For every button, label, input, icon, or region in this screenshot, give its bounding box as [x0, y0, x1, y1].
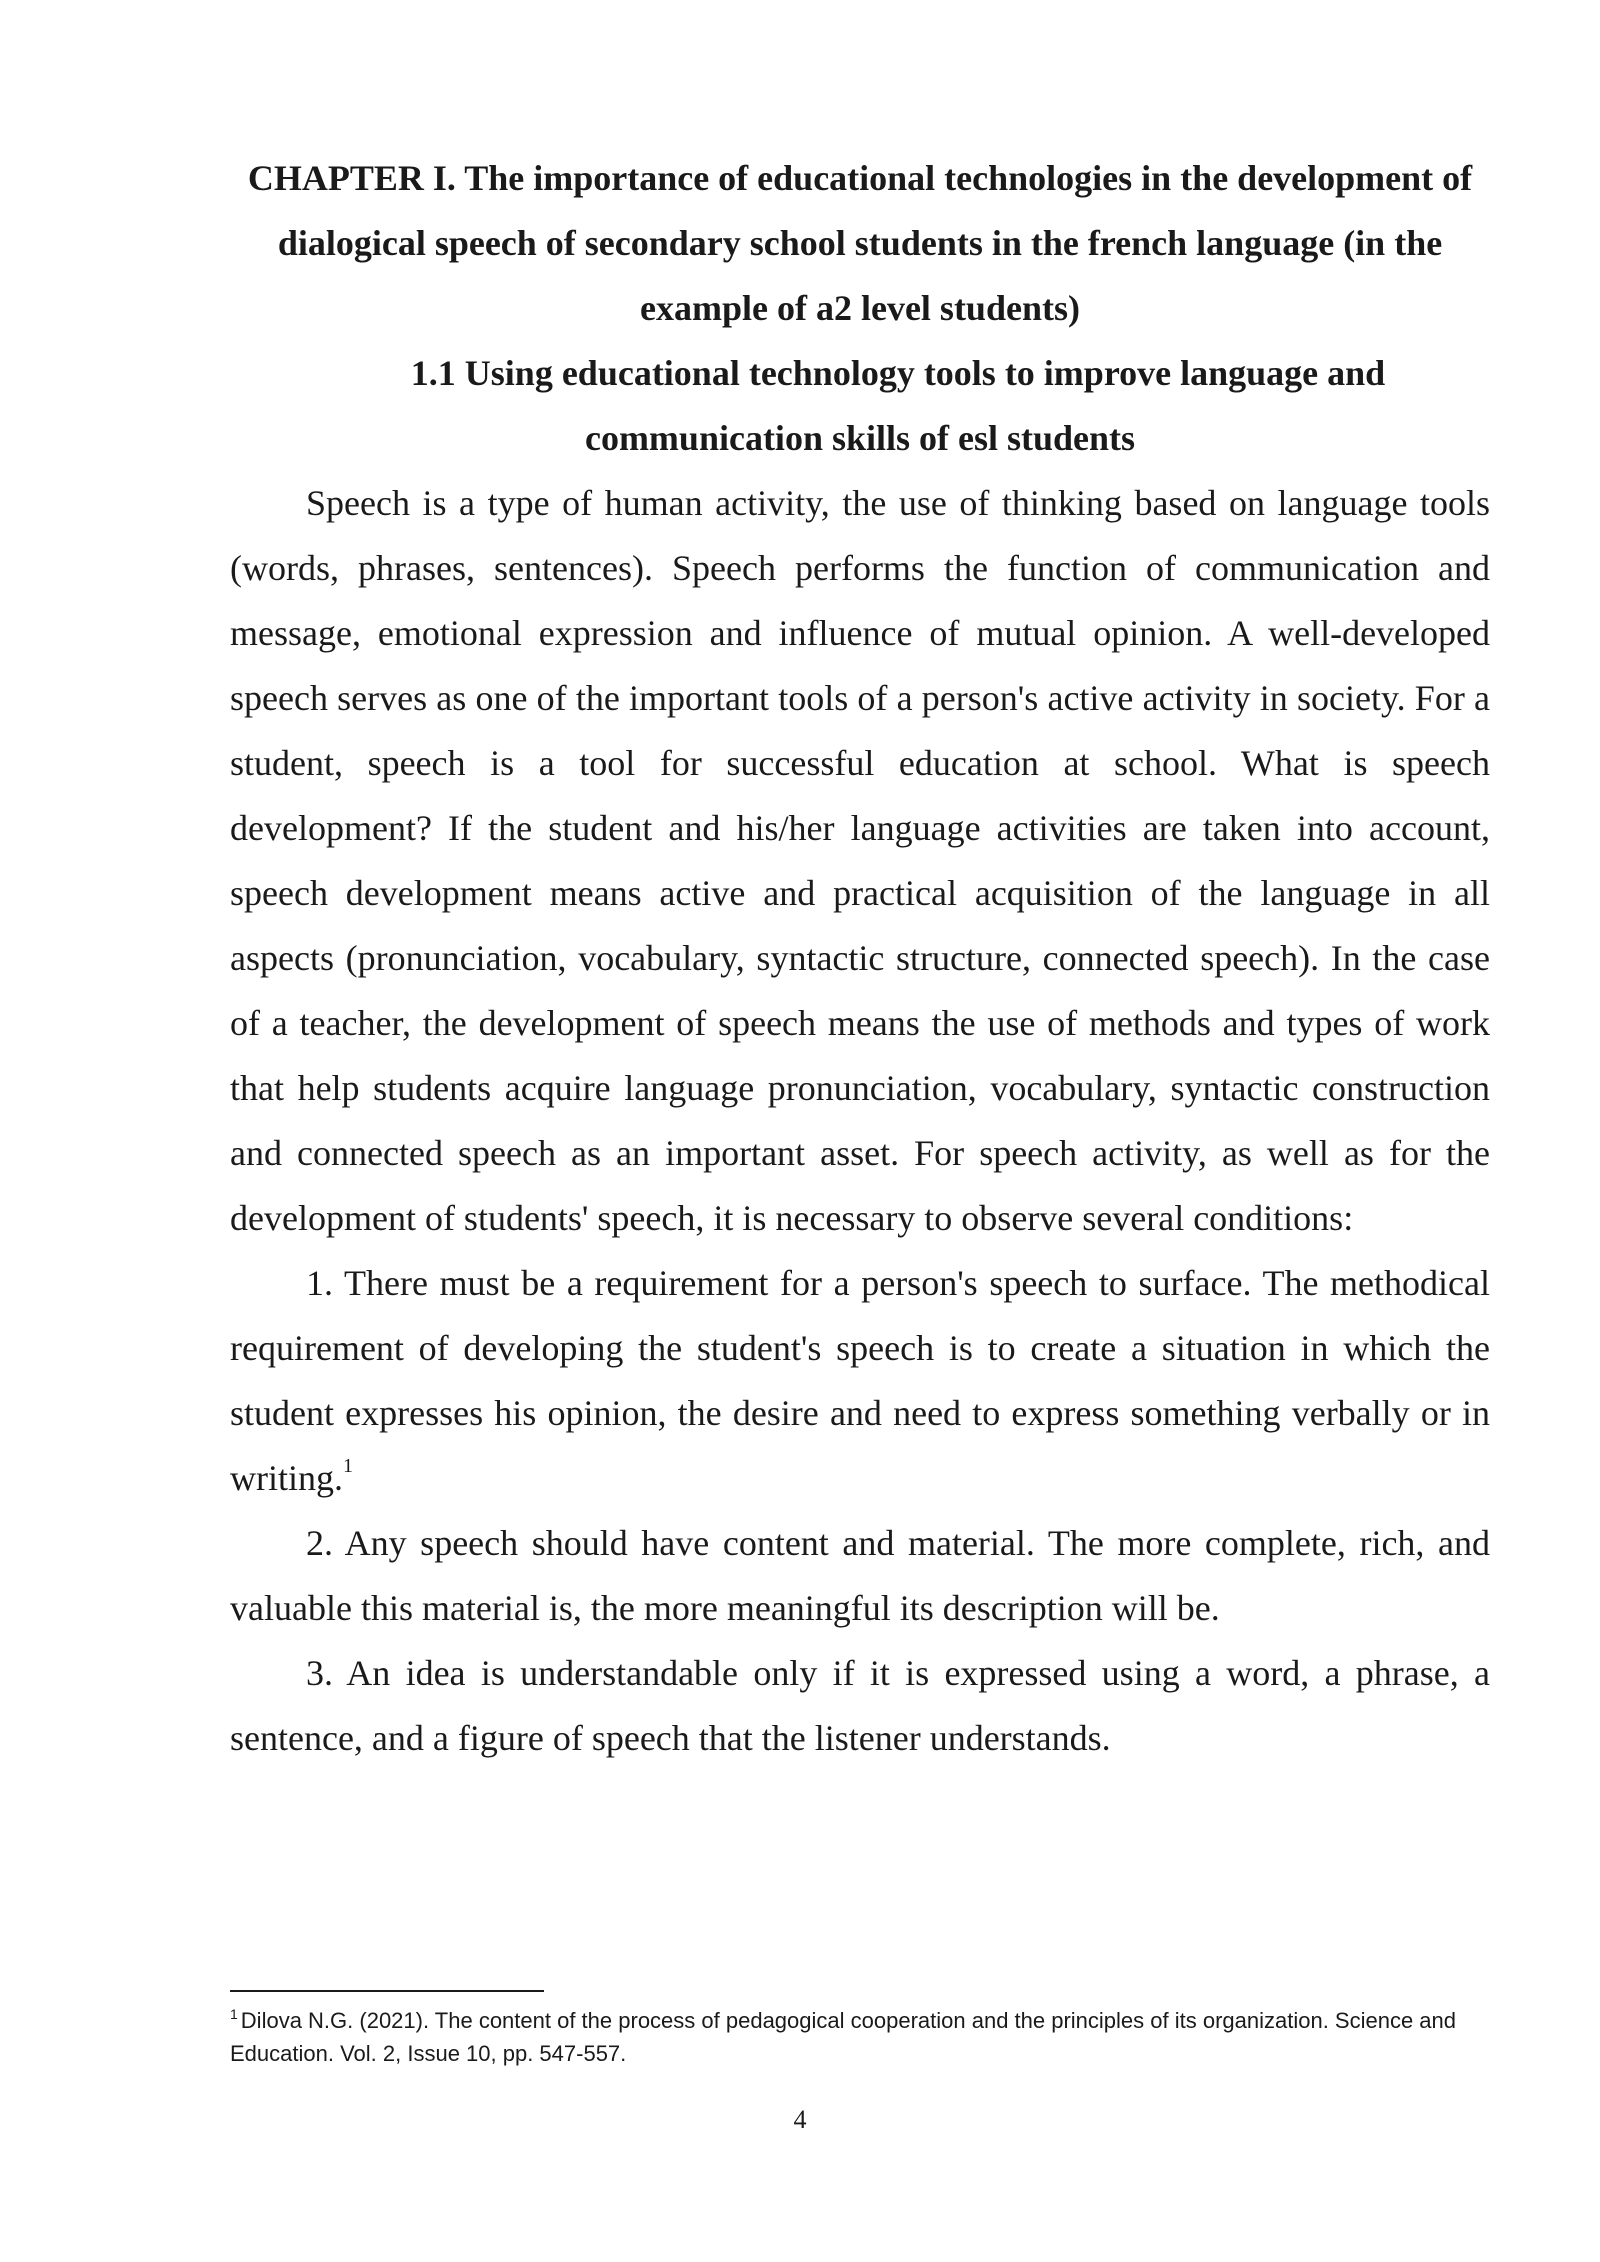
footnote-separator	[230, 1990, 544, 1992]
footnote-reference[interactable]: 1	[343, 1455, 353, 1477]
footnote	[230, 2004, 1490, 2070]
body-text	[230, 471, 1490, 1771]
footnote-text: Dilova N.G. (2021). The content of the process of pedagogical cooperation and the principles of its organization. Science and Education. Vol. 2, Issue 10, pp. 547-557.	[230, 2008, 1457, 2066]
condition-item-1-text: 1. There must be a requirement for a person's speech to surface. The methodical requirement of developing the student's speech is to create a situation in which the student expresses his opinion, the desire and need to express something verbally or in writing.	[230, 1263, 1490, 1498]
page-number: 4	[793, 2105, 807, 2134]
footnote-marker: 1	[230, 2006, 238, 2022]
condition-item-2: 2. Any speech should have content and material. The more complete, rich, and valuable this material is, the more meaningful its description will be.	[230, 1523, 1490, 1628]
section-title	[230, 341, 1490, 471]
section-title-line-2: communication skills of esl students	[584, 418, 1136, 458]
condition-item-3: 3. An idea is understandable only if it is expressed using a word, a phrase, a sentence, and a figure of speech that the listener understands.	[230, 1653, 1490, 1758]
section-title-line-1: 1.1 Using educational technology tools to improve language and	[410, 353, 1386, 393]
paragraph-intro: Speech is a type of human activity, the use of thinking based on language tools (words, phrases, sentences). Speech performs the function of communication and message, emotional expression and influence of mutual opinion. A well-developed speech serves as one of the important tools of a person's active activity in society. For a student, speech is a tool for successful education at school. What is speech development? If the student and his/her language activities are taken into account, speech development means active and practical acquisition of the language in all aspects (pronunciation, vocabulary, syntactic structure, connected speech). In the case of a teacher, the development of speech means the use of methods and types of work that help students acquire language pronunciation, vocabulary, syntactic construction and connected speech as an important asset. For speech activity, as well as for the development of students' speech, it is necessary to observe several conditions:	[230, 483, 1490, 1238]
condition-item-1	[230, 1251, 1490, 1511]
chapter-title: CHAPTER I. The importance of educational technologies in the development of dialogical speech of secondary school students in the french language (in the example of a2 level students)	[247, 158, 1473, 328]
